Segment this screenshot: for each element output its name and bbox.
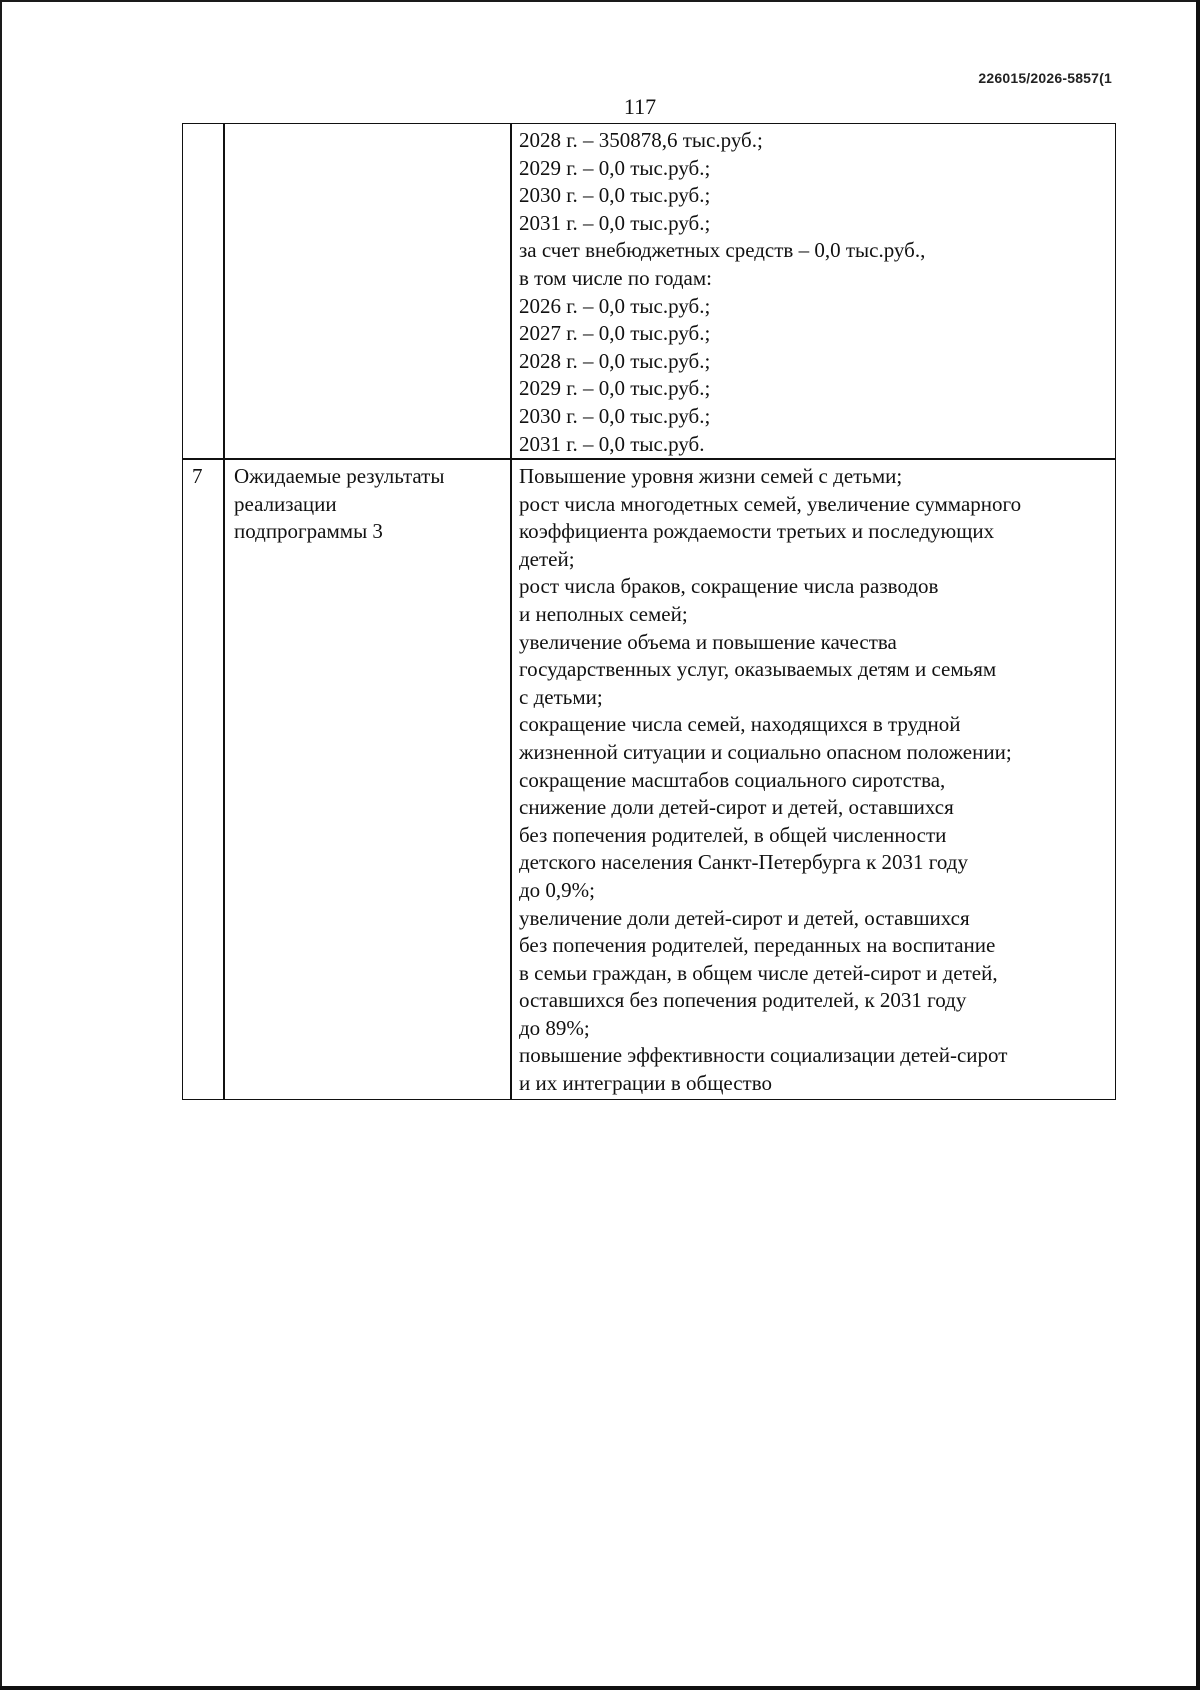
list-item: за счет внебюджетных средств – 0,0 тыс.руб., — [519, 238, 926, 263]
list-item: реализации — [234, 491, 337, 516]
list-item: 2031 г. – 0,0 тыс.руб. — [519, 431, 705, 456]
list-item: 2028 г. – 0,0 тыс.руб.; — [519, 348, 711, 373]
list-item: до 89%; — [519, 1015, 590, 1040]
list-item: рост числа браков, сокращение числа разводов — [519, 574, 939, 599]
list-item: и неполных семей; — [519, 601, 688, 626]
list-item: 2027 г. – 0,0 тыс.руб.; — [519, 321, 711, 346]
list-item: государственных услуг, оказываемых детям и семьям — [519, 657, 997, 682]
continued-row-values — [519, 127, 925, 458]
list-item: 2026 г. – 0,0 тыс.руб.; — [519, 293, 711, 318]
list-item: рост числа многодетных семей, увеличение суммарного — [519, 491, 1022, 516]
list-item: в том числе по годам: — [519, 265, 712, 290]
row-divider — [182, 458, 1116, 460]
list-item: и их интеграции в общество — [519, 1071, 772, 1096]
list-item: Ожидаемые результаты — [234, 464, 445, 488]
list-item: сокращение масштабов социального сиротства, — [519, 767, 946, 792]
list-item: до 0,9%; — [519, 877, 596, 902]
list-item: подпрограммы 3 — [234, 519, 383, 544]
scan-edge-right — [1196, 0, 1200, 1690]
list-item: 2030 г. – 0,0 тыс.руб.; — [519, 183, 711, 208]
list-item: оставшихся без попечения родителей, к 2031 году — [519, 988, 967, 1013]
list-item: 2031 г. – 0,0 тыс.руб.; — [519, 210, 711, 235]
list-item: без попечения родителей, переданных на воспитание — [519, 933, 996, 958]
list-item: увеличение объема и повышение качества — [519, 629, 897, 654]
list-item: с детьми; — [519, 684, 603, 709]
list-item: 2028 г. – 350878,6 тыс.руб.; — [519, 128, 763, 152]
scan-edge-top — [0, 0, 1200, 2]
row-label — [234, 463, 444, 546]
list-item: жизненной ситуации и социально опасном положении; — [519, 739, 1012, 764]
document-id: 226015/2026-5857(1 — [978, 70, 1112, 86]
list-item: увеличение доли детей-сирот и детей, оставшихся — [519, 905, 970, 930]
list-item: без попечения родителей, в общей численности — [519, 822, 947, 847]
list-item: 2029 г. – 0,0 тыс.руб.; — [519, 376, 711, 401]
scan-edge-bottom — [0, 1686, 1200, 1690]
page-number: 117 — [623, 94, 657, 119]
list-item: детского населения Санкт-Петербурга к 2031 году — [519, 850, 968, 875]
list-item: сокращение числа семей, находящихся в трудной — [519, 712, 961, 737]
row-number: 7 — [192, 464, 203, 488]
list-item: в семьи граждан, в общем числе детей-сирот и детей, — [519, 960, 998, 985]
scan-edge-left — [0, 0, 2, 1690]
list-item: коэффициента рождаемости третьих и последующих — [519, 519, 995, 544]
list-item: повышение эффективности социализации детей-сирот — [519, 1043, 1008, 1068]
list-item: 2030 г. – 0,0 тыс.руб.; — [519, 403, 711, 428]
list-item: 2029 г. – 0,0 тыс.руб.; — [519, 155, 711, 180]
column-divider-label — [510, 123, 512, 1100]
list-item: детей; — [519, 546, 575, 571]
expected-results-list — [519, 463, 1021, 1098]
list-item: Повышение уровня жизни семей с детьми; — [519, 464, 903, 488]
list-item: снижение доли детей-сирот и детей, оставшихся — [519, 795, 954, 820]
column-divider-number — [223, 123, 225, 1100]
